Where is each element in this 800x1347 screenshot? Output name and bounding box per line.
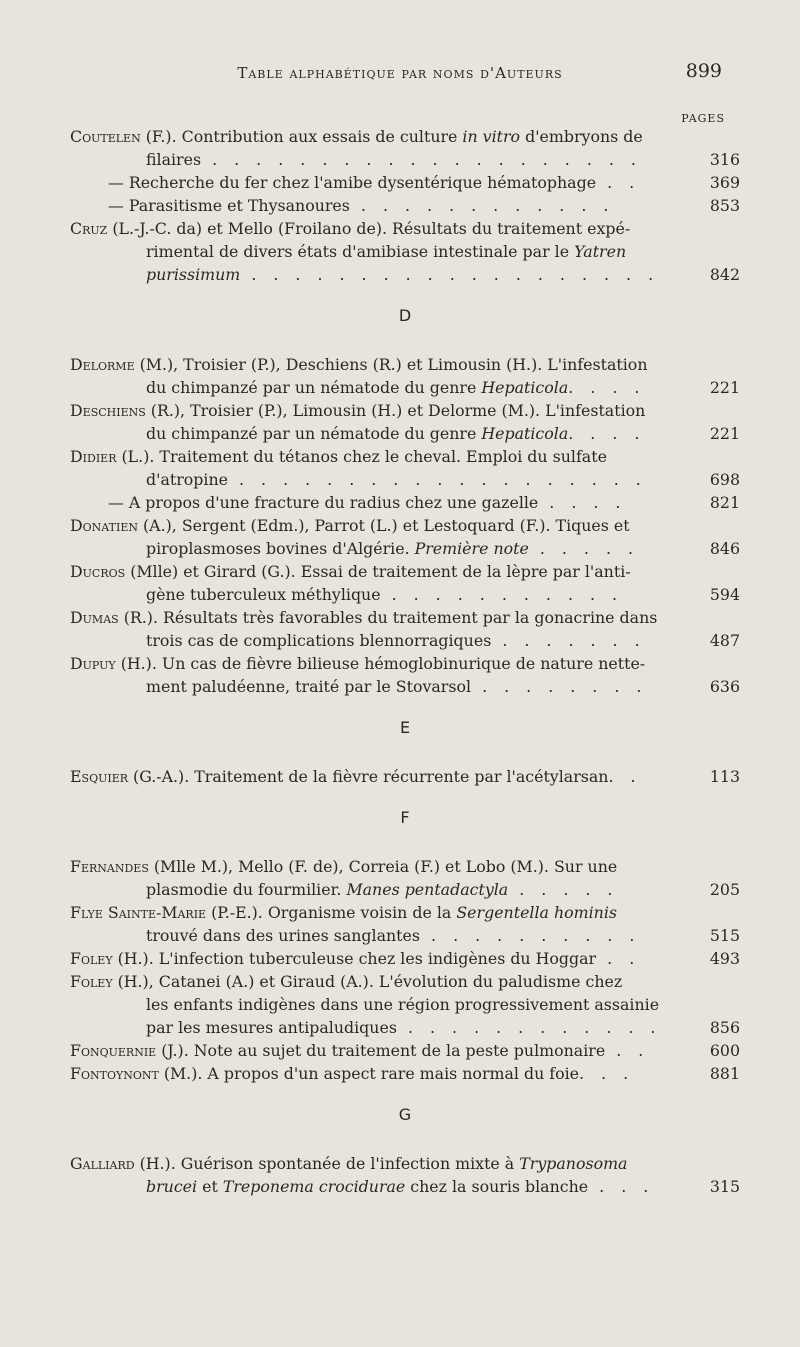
author-name: Dumas: [70, 608, 119, 627]
page-ref: 881: [709, 1064, 740, 1083]
page-ref: 315: [709, 1177, 740, 1196]
author-name: Ducros: [70, 562, 126, 581]
entry-text: (F.). Contribution aux essais de culture: [140, 127, 463, 146]
italic-title: Première note: [414, 539, 529, 558]
entry-text: (H.), Catanei (A.) et Giraud (A.). L'évolution du paludisme chez: [112, 972, 623, 991]
leader-dots: . .: [596, 949, 641, 968]
entry-line: [70, 583, 740, 606]
author-name: Didier: [70, 447, 117, 466]
entry-line: [70, 125, 740, 148]
entry-text: (H.). Un cas de fièvre bilieuse hémoglobinurique de nature nette-: [115, 654, 646, 673]
italic-title: Hepaticola: [481, 424, 569, 443]
entry-text: (R.), Troisier (P.), Limousin (H.) et Delorme (M.). L'infestation: [145, 401, 646, 420]
entry-line: [70, 1016, 740, 1039]
author-name: Flye Sainte-Marie: [70, 903, 207, 922]
entries-g: [70, 1152, 740, 1198]
entry-line: [70, 491, 740, 514]
index-entry: [70, 560, 740, 606]
page-ref: 846: [709, 539, 740, 558]
entry-text: (L.-J.-C. da) et Mello (Froilano de). Résultats du traitement expé-: [107, 219, 631, 238]
leader-dots: . . .: [579, 1064, 635, 1083]
entry-text: (J.). Note au sujet du traitement de la peste pulmonaire: [156, 1041, 606, 1060]
page-ref: 487: [709, 631, 740, 650]
entry-line: [70, 1039, 740, 1062]
entry-line: [70, 560, 740, 583]
entry-text: du chimpanzé par un nématode du genre: [146, 378, 482, 397]
entry-text: — Recherche du fer chez l'amibe dysentérique hématophage: [108, 173, 597, 192]
italic-title: Treponema crocidurae: [222, 1177, 406, 1196]
page-ref: 113: [709, 767, 740, 786]
entry-line: [70, 652, 740, 675]
entry-text: chez la souris blanche: [405, 1177, 589, 1196]
italic-title: brucei: [146, 1177, 198, 1196]
entry-text: d'atropine: [146, 470, 228, 489]
entry-line: [70, 970, 740, 993]
leader-dots: . . . . .: [528, 539, 640, 558]
entry-text: piroplasmoses bovines d'Algérie.: [146, 539, 415, 558]
author-name: Fontoynont: [70, 1064, 159, 1083]
leader-dots: . .: [605, 1041, 650, 1060]
index-entry: [70, 1062, 740, 1085]
index-entry: [70, 652, 740, 698]
entry-line: [70, 855, 740, 878]
author-name: Foley: [70, 972, 113, 991]
leader-dots: . . . . . . . . . . . . . . . . . . .: [227, 470, 647, 489]
entry-text: trois cas de complications blennorragiques: [146, 631, 492, 650]
author-name: Fonquernie: [70, 1041, 157, 1060]
entry-text: (M.). A propos d'un aspect rare mais normal du foie: [158, 1064, 580, 1083]
leader-dots: . . . . . . . . . . . . . . . . . . .: [240, 265, 660, 284]
entry-text: rimental de divers états d'amibiase intestinale par le: [146, 242, 575, 261]
author-name: Dupuy: [70, 654, 116, 673]
author-name: Delorme: [70, 355, 135, 374]
entry-text: — A propos d'une fracture du radius chez une gazelle: [108, 493, 539, 512]
entry-text: (R.). Résultats très favorables du traitement par la gonacrine dans: [118, 608, 658, 627]
page-ref: 369: [709, 173, 740, 192]
entry-line: [70, 606, 740, 629]
entry-line: [70, 675, 740, 698]
entry-line: [70, 171, 740, 194]
index-entry: [70, 947, 740, 970]
leader-dots: . .: [608, 767, 642, 786]
section-heading-d: D: [398, 306, 412, 325]
index-entry: [70, 125, 740, 217]
leader-dots: . . . . . . .: [491, 631, 646, 650]
page-ref: 600: [709, 1041, 740, 1060]
entry-line: [70, 194, 740, 217]
italic-title: Manes pentadactyla: [346, 880, 509, 899]
leader-dots: . . . .: [568, 378, 646, 397]
entry-line: [70, 1152, 740, 1175]
index-entry: [70, 1039, 740, 1062]
page-ref: 221: [709, 378, 740, 397]
italic-title: Sergentella hominis: [456, 903, 618, 922]
entry-text: ment paludéenne, traité par le Stovarsol: [146, 677, 472, 696]
entry-line: [70, 445, 740, 468]
running-header-title: Table alphabétique par noms d'Auteurs: [237, 64, 563, 82]
author-name: Fernandes: [70, 857, 149, 876]
entry-text: (Mlle M.), Mello (F. de), Correia (F.) et Lobo (M.). Sur une: [148, 857, 618, 876]
entry-line: [70, 217, 740, 240]
leader-dots: . . . . . . . . . .: [420, 926, 641, 945]
author-name: Galliard: [70, 1154, 135, 1173]
italic-title: Hepaticola: [481, 378, 569, 397]
page-ref: 698: [709, 470, 740, 489]
entry-text: du chimpanzé par un nématode du genre: [146, 424, 482, 443]
entry-line: [70, 537, 740, 560]
section-heading-g: G: [398, 1105, 412, 1124]
page-ref: 515: [709, 926, 740, 945]
entry-text: trouvé dans des urines sanglantes: [146, 926, 420, 945]
page-ref: 205: [709, 880, 740, 899]
index-entry: [70, 514, 740, 560]
author-name: Coutelen: [70, 127, 141, 146]
entry-text: (G.-A.). Traitement de la fièvre récurrente par l'acétylarsan: [128, 767, 609, 786]
entry-text: plasmodie du fourmilier.: [146, 880, 347, 899]
entries-f: [70, 855, 740, 1085]
entry-line: [70, 765, 740, 788]
entry-text: par les mesures antipaludiques: [146, 1018, 397, 1037]
entry-text: (Mlle) et Girard (G.). Essai de traitement de la lèpre par l'anti-: [125, 562, 631, 581]
page-ref: 636: [709, 677, 740, 696]
entry-line: [70, 240, 740, 263]
page-ref: 842: [709, 265, 740, 284]
index-entry: [70, 855, 740, 901]
leader-dots: . . . . . . . . . . . .: [349, 196, 615, 215]
page-ref: 856: [709, 1018, 740, 1037]
index-entry: [70, 399, 740, 445]
leader-dots: . . . . . . . .: [471, 677, 648, 696]
leader-dots: . . . . . . . . . . . .: [396, 1018, 662, 1037]
author-name: Foley: [70, 949, 113, 968]
entry-text: gène tuberculeux méthylique: [146, 585, 381, 604]
entry-text: (M.), Troisier (P.), Deschiens (R.) et Limousin (H.). L'infestation: [134, 355, 648, 374]
author-name: Esquier: [70, 767, 129, 786]
index-entry: [70, 765, 740, 788]
leader-dots: . . . . .: [508, 880, 619, 899]
leader-dots: . . . .: [568, 424, 646, 443]
entry-line: [70, 353, 740, 376]
page-ref: 221: [709, 424, 740, 443]
index-entry: [70, 445, 740, 514]
entries-d: [70, 353, 740, 698]
entry-text: filaires: [146, 150, 202, 169]
leader-dots: . . . . . . . . . . .: [380, 585, 624, 604]
author-name: Deschiens: [70, 401, 146, 420]
entry-line: [70, 514, 740, 537]
entry-line: [70, 468, 740, 491]
pages-column-label: PAGES: [681, 112, 725, 125]
index-entry: [70, 970, 740, 1039]
entry-line: [70, 901, 740, 924]
entry-text: (A.), Sergent (Edm.), Parrot (L.) et Lestoquard (F.). Tiques et: [138, 516, 630, 535]
entry-text: (H.). L'infection tuberculeuse chez les indigènes du Hoggar: [112, 949, 597, 968]
index-entry: [70, 353, 740, 399]
page-ref: 821: [709, 493, 740, 512]
entry-text: les enfants indigènes dans une région progressivement assainie: [146, 995, 660, 1014]
page-ref: 853: [709, 196, 740, 215]
italic-title: Trypanosoma: [519, 1154, 628, 1173]
entry-line: [70, 376, 740, 399]
author-name: Donatien: [70, 516, 138, 535]
entry-text: d'embryons de: [520, 127, 643, 146]
italic-title: purissimum: [146, 265, 241, 284]
leader-dots: . . . . . . . . . . . . . . . . . . . .: [201, 150, 642, 169]
entry-text: (H.). Guérison spontanée de l'infection mixte à: [134, 1154, 520, 1173]
leader-dots: . .: [596, 173, 641, 192]
entry-text: et: [197, 1177, 223, 1196]
italic-title: in vitro: [462, 127, 521, 146]
entry-line: [70, 924, 740, 947]
leader-dots: . . . .: [538, 493, 627, 512]
entries-e: [70, 765, 740, 788]
section-heading-f: F: [400, 808, 410, 827]
page-ref: 594: [709, 585, 740, 604]
page-number: 899: [685, 60, 722, 82]
entry-line: [70, 399, 740, 422]
entry-text: — Parasitisme et Thysanoures: [108, 196, 350, 215]
index-entry: [70, 901, 740, 947]
index-entry: [70, 606, 740, 652]
italic-title: Yatren: [574, 242, 627, 261]
author-name: Cruz: [70, 219, 108, 238]
section-heading-e: E: [399, 718, 411, 737]
entry-text: (P.-E.). Organisme voisin de la: [206, 903, 457, 922]
entries-c: [70, 125, 740, 286]
page-ref: 493: [709, 949, 740, 968]
index-entry: [70, 217, 740, 286]
entry-line: [70, 947, 740, 970]
entry-text: (L.). Traitement du tétanos chez le cheval. Emploi du sulfate: [116, 447, 607, 466]
entry-line: [70, 263, 740, 286]
entry-line: [70, 629, 740, 652]
entry-line: [70, 422, 740, 445]
index-entries: [70, 125, 740, 1198]
entry-line: [70, 1062, 740, 1085]
entry-line: [70, 1175, 740, 1198]
entry-line: [70, 148, 740, 171]
entry-line: [70, 878, 740, 901]
index-entry: [70, 1152, 740, 1198]
page-ref: 316: [709, 150, 740, 169]
leader-dots: . . .: [588, 1177, 655, 1196]
entry-line: [70, 993, 740, 1016]
